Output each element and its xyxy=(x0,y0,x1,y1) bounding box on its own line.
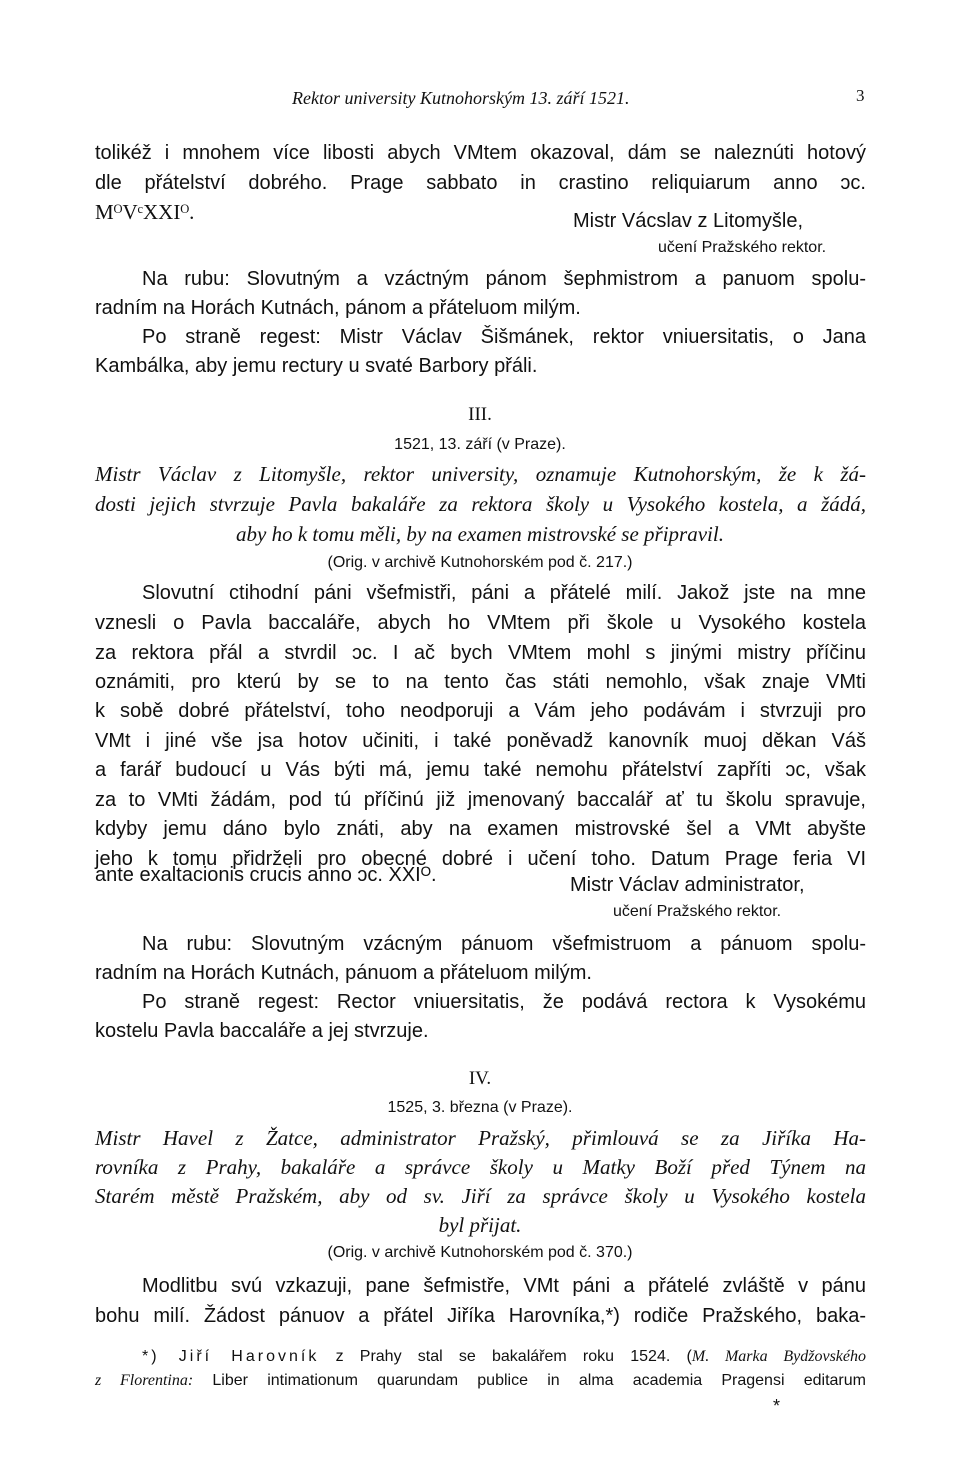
section-date: 1525, 3. března (v Praze). xyxy=(387,1099,573,1116)
signature-name: Mistr Václav administrator, xyxy=(570,874,805,896)
body-line: Modlitbu svú vzkazuji, pane šefmistře, VMt páni a přátelé zvláště v pánu xyxy=(142,1275,866,1297)
body-line: jeho k tomu přidrželi pro obecné dobré i učení toho. Datum Prage feria VI xyxy=(95,848,866,870)
regest-line: Kambálka, aby jemu rectury u svaté Barbory přáli. xyxy=(95,355,538,377)
body-line: za to VMti žádám, pod tú příčinú již jmenovaný baccalář ať tu školu spravuje, xyxy=(95,789,866,811)
signature-name: Mistr Vácslav z Litomyšle, xyxy=(573,210,804,232)
footnote-italic: z Florentina: xyxy=(95,1372,194,1389)
summary-line: Mistr Václav z Litomyšle, rektor university, oznamuje Kutnohorským, že k žá- xyxy=(95,462,866,486)
section-number: III. xyxy=(468,404,492,425)
summary-line: Mistr Havel z Žatce, administrator Pražský, přimlouvá se za Jiříka Ha- xyxy=(95,1126,866,1150)
body-line: MᴼVᶜXXIᴼ. xyxy=(95,200,195,224)
body-line: bohu milí. Žádost pánuov a přátel Jiříka Harovníka,*) rodiče Pražského, baka- xyxy=(95,1305,866,1327)
summary-line: rovníka z Prahy, bakaláře a správce školy u Matky Boží před Týnem na xyxy=(95,1155,866,1179)
page-number: 3 xyxy=(856,86,865,105)
source-note: (Orig. v archivě Kutnohorském pod č. 217.) xyxy=(327,554,633,571)
regest-line: Po straně regest: Rector vniuersitatis, že podává rectora k Vysokému xyxy=(142,991,866,1013)
footnote-asterisk: * xyxy=(773,1396,781,1416)
running-header: Rektor university Kutnohorským 13. září 1521. xyxy=(292,88,630,108)
summary-line: Starém městě Pražském, aby od sv. Jiří za správce školy u Vysokého kostela xyxy=(95,1184,866,1208)
regest-line: kostelu Pavla baccaláře a jej stvrzuje. xyxy=(95,1020,429,1042)
section-number: IV. xyxy=(468,1068,492,1089)
body-line: tolikéž i mnohem více libosti abych VMtem okazoval, dám se naleznúti hotový xyxy=(95,142,866,164)
body-line: za rektora přál a stvrdil ɔc. I ač bych VMtem mohl s jinými mistry příčinu xyxy=(95,642,866,664)
body-line: vznesli o Pavla baccaláře, abych ho VMtem při škole u Vysokého kostela xyxy=(95,612,866,634)
body-line: VMt i jiné vše jsa hotov učiniti, i také poněvadž kanovník muoj děkan Váš xyxy=(95,730,866,752)
footnote-text: z Prahy stal se bakalářem roku 1524. ( xyxy=(335,1348,692,1365)
body-line: oznámiti, pro kterú by se to na tento čas státi nemohlo, však znaje VMti xyxy=(95,671,866,693)
footnote-line xyxy=(95,1372,866,1390)
endorsement-line: Na rubu: Slovutným vzácným pánuom všefmistruom a pánuom spolu- xyxy=(142,933,866,955)
body-line: Slovutní ctihodní páni všefmistři, páni a přátelé milí. Jakož jste na mne xyxy=(142,582,866,604)
body-line: k sobě dobré přátelství, toho neodporuji a Vám jeho podávám i stvrzuji pro xyxy=(95,700,866,722)
endorsement-line: Na rubu: Slovutným a vzáctným pánom šephmistrom a panuom spolu- xyxy=(142,268,866,290)
footnote-line xyxy=(142,1348,866,1366)
section-date: 1521, 13. září (v Praze). xyxy=(394,436,566,453)
endorsement-line: radním na Horách Kutnách, pánuom a přáteluom milým. xyxy=(95,962,592,984)
footnote-text: Liber intimationum quarundam publice in alma academia Pragensi editarum xyxy=(212,1372,866,1389)
summary-line: byl přijat. xyxy=(438,1213,522,1237)
summary-line: dosti jejich stvrzuje Pavla bakaláře za rektora školy u Vysokého kostela, a žádá, xyxy=(95,492,866,516)
source-note: (Orig. v archivě Kutnohorském pod č. 370.) xyxy=(327,1244,633,1261)
footnote-italic: M. Marka Bydžovského xyxy=(691,1348,867,1365)
footnote-name: *) Jiří Harovník xyxy=(142,1348,320,1365)
regest-line: Po straně regest: Mistr Václav Šišmánek, rektor vniuersitatis, o Jana xyxy=(142,326,866,348)
body-line: a farář budoucí u Vás býti má, jemu také nemohu přátelství zapříti ɔc, však xyxy=(95,759,866,781)
signature-title: učení Pražského rektor. xyxy=(658,239,827,256)
signature-title: učení Pražského rektor. xyxy=(613,903,782,920)
body-line: kdyby jemu dáno bylo znáti, aby na examen mistrovské šel a VMt abyšte xyxy=(95,818,866,840)
body-line: ante exaltacionis crucis anno ɔc. XXIᴼ. xyxy=(95,864,437,886)
body-line: dle přátelství dobrého. Prage sabbato in crastino reliquiarum anno ɔc. xyxy=(95,172,866,194)
endorsement-line: radním na Horách Kutnách, pánom a přáteluom milým. xyxy=(95,297,581,319)
summary-line: aby ho k tomu měli, by na examen mistrovské se připravil. xyxy=(236,522,724,546)
